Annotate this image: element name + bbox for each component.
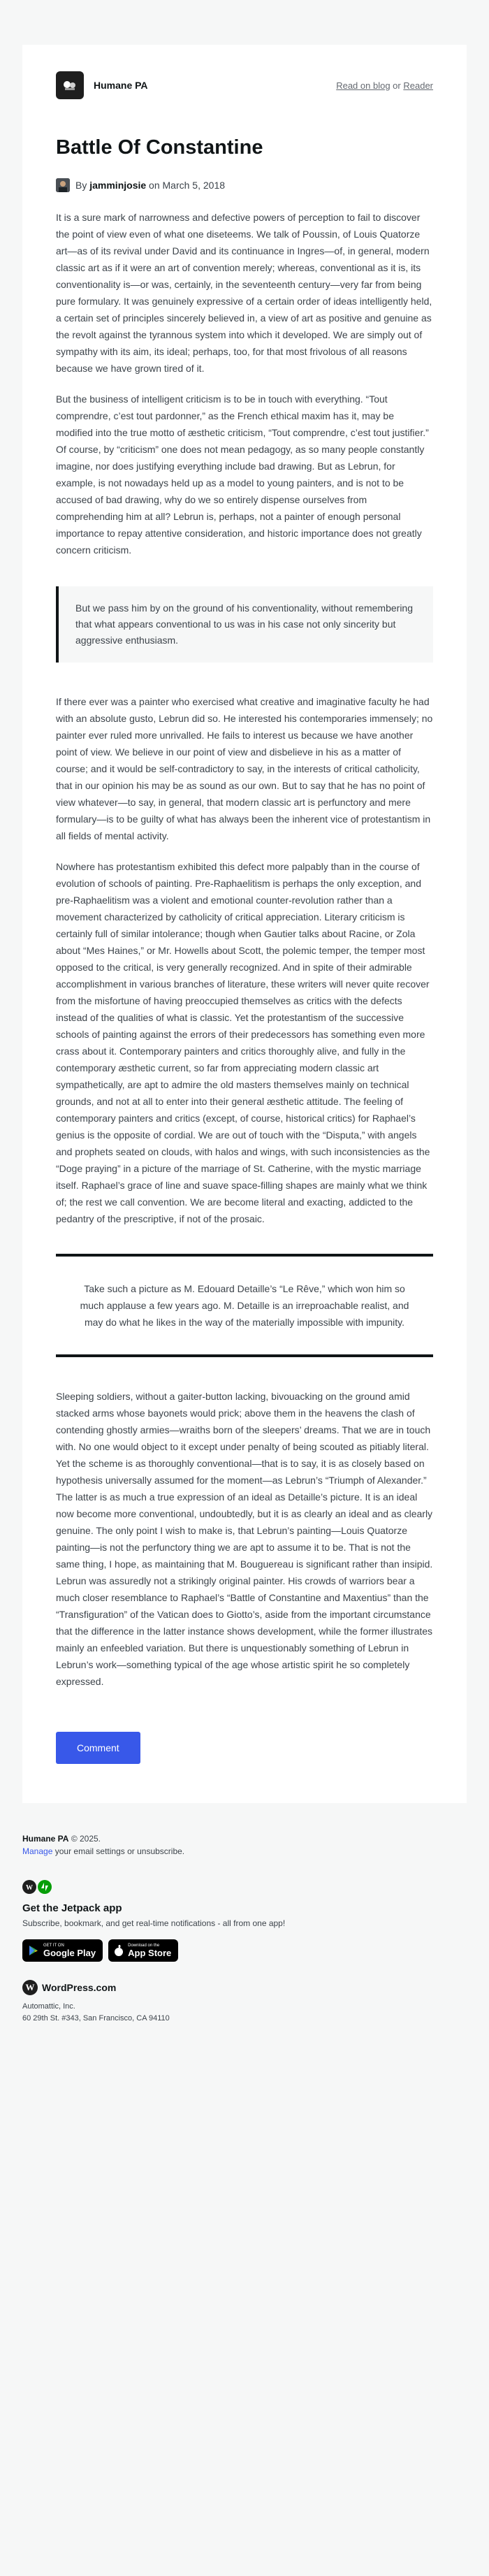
by-text: By: [75, 179, 87, 191]
or-text: or: [393, 80, 401, 91]
google-play-badge[interactable]: [22, 1939, 103, 1962]
byline: [56, 178, 433, 192]
paragraph: It is a sure mark of narrowness and defective powers of perception to fail to discover the point of view even of what one diseteems. We talk of Poussin, of Louis Quatorze art—as of its revival under David and its continuance in Ingres—of, in general, modern classic art as if it were an art of convention merely; whereas, conventional as it is, its conventionality is—or was, certainly, in the seventeenth century—very far from being pure formulary. It was genuinely expressive of a certain order of ideas intelligently held, a certain set of principles sincerely believed in, a view of art as positive and genuine as the revolt against the tyrannous system into which it developed. We are simply out of sympathy with its aim, its ideal; perhaps, too, for that most frivolous of all reasons because we have grown tired of it.: [56, 211, 432, 374]
author-avatar[interactable]: [56, 178, 70, 192]
manage-settings: [22, 1846, 467, 1856]
pullquote: Take such a picture as M. Edouard Detaille’s “Le Rêve,” which won him so much applause a few years ago. M. Detaille is an irreproachable realist, and may do what he likes in the way of the materially impossible with impunity.: [56, 1254, 433, 1357]
address-block: [22, 2001, 467, 2025]
header: [56, 70, 433, 101]
manage-text: your email settings or unsubscribe.: [54, 1846, 185, 1856]
footer-site-name: Humane PA: [22, 1833, 69, 1844]
jetpack-icon: [38, 1880, 52, 1894]
read-on-blog-link[interactable]: Read on blog: [336, 80, 391, 91]
app-store-badge[interactable]: [108, 1939, 178, 1962]
google-play-icon: [28, 1945, 39, 1956]
wordpress-logo-icon: W: [22, 1980, 38, 1995]
post-content: [56, 209, 433, 1690]
post-date: March 5, 2018: [162, 179, 226, 191]
app-store-big: App Store: [128, 1947, 172, 1958]
wordpress-name: WordPress.com: [42, 1981, 117, 1993]
comment-button[interactable]: Comment: [56, 1732, 140, 1764]
paragraph: Nowhere has protestantism exhibited this defect more palpably than in the course of evolution of schools of painting. Pre-Raphaelitism is perhaps the only exception, and pre-Raphaelitism was a violent and emotional counter-revolution rather than a movement characterized by catholicity of critical appreciation. Literary criticism is certainly full of similar intolerance; though when Gautier talks about Racine, or Zola about “Mes Haines,” or Mr. Howells about Scott, the polemic temper, the temper most opposed to the critical, is very generally recognized. And in spite of their admirable accomplishment in various branches of literature, these writers will never quite recover from the misfortune of having preoccupied themselves as critics with the defects instead of the qualities of what is classic. Yet the protestantism of the successive schools of painting against the errors of their predecessors has something even more crass about it. Contemporary painters and critics thoroughly alive, and fully in the contemporary æsthetic current, so far from appreciating modern classic art sympathetically, are apt to admire the old masters themselves mainly on technical grounds, and not at all to enter into their general æsthetic attitude. The feeling of contemporary painters and critics (except, of course, historical critics) for Raphael’s genius is the opposite of cordial. We are out of touch with the “Disputa,” with angels and prophets seated on clouds, with halos and wings, with such inconsistencies as the “Doge praying” in a picture of the marriage of St. Catherine, with the mystic marriage itself. Raphael’s grace of line and suave space-filling shapes are mainly what we think of; the rest we call convention. We are become literal and exacting, addicted to the pedantry of the prescriptive, if not of the prosaic.: [56, 860, 430, 1224]
brand[interactable]: [56, 71, 148, 99]
email-card: [22, 45, 467, 1803]
manage-link[interactable]: Manage: [22, 1846, 53, 1856]
app-store-small: Download on the: [128, 1943, 160, 1948]
on-text: on: [149, 179, 160, 191]
post-title[interactable]: Battle Of Constantine: [56, 136, 263, 159]
site-logo-icon: [56, 71, 84, 99]
copyright: [22, 1834, 467, 1844]
company-address: 60 29th St. #343, San Francisco, CA 94110: [22, 2013, 170, 2023]
paragraph: If there ever was a painter who exercised what creative and imaginative faculty he had with an absolute gusto, Lebrun did so. He interested his contemporaries immensely; no painter ever ruled more unrivalled. He fails to interest us because we have another point of view. We believe in our point of view and disbelieve in his as a matter of course; and it would be self-contradictory to say, in the interests of critical catholicity, that in our opinion his may be as sound as our own. But to say that he has no point of view whatever—to say, in general, that modern classic art is perfunctory and mere formulary—is to be guilty of what has always been the inherent vice of protestantism in all fields of mental activity.: [56, 695, 433, 841]
wordpress-icon: [22, 1880, 36, 1894]
author-name[interactable]: jamminjosie: [89, 179, 147, 191]
google-play-big: Google Play: [43, 1947, 96, 1958]
copyright-text: © 2025.: [71, 1833, 101, 1844]
company-name: Automattic, Inc.: [22, 2002, 75, 2011]
jetpack-icons: [22, 1880, 467, 1894]
wordpress-brand[interactable]: [22, 1980, 467, 1995]
paragraph: Sleeping soldiers, without a gaiter-button lacking, bivouacking on the ground amid stacked arms whose bayonets would prick; above them in the heavens the clash of contending ghostly armies—wraiths born of the sleepers’ dreams. That we are in touch with. No one would object to it except under penalty of being scouted as pitiably literal. Yet the scheme is as thoroughly conventional—that is to say, it is as closely based on hypothesis universally assumed for the moment—as Lebrun’s “Triumph of Alexander.” The latter is as much a true expression of an ideal as Detaille’s picture. It is an ideal now become more conventional, undoubtedly, but it is as clearly an ideal and as clearly genuine. The only point I wish to make is, that Lebrun’s painting—Louis Quatorze painting—is not the perfunctory thing we are apt to assume it to be. That is not the same thing, I hope, as maintaining that M. Bouguereau is significant rather than insipid. Lebrun was assuredly not a strikingly original painter. His crowds of warriors bear a much closer resemblance to Raphael’s “Battle of Constantine and Maxentius” than the “Transfiguration” of the Vatican does to Giotto’s, aside from the important circumstance that the difference in the latter instance shows development, while the former illustrates mainly an enfeebled variation. But there is unquestionably something of Lebrun in Lebrun’s work—something typical of the age whose artistic spirit he so completely expressed.: [56, 1390, 433, 1687]
reader-link[interactable]: Reader: [403, 80, 433, 91]
apple-icon: [114, 1945, 124, 1956]
paragraph: But the business of intelligent criticism is to be in touch with everything. “Tout comprendre, c’est tout pardonner,” as the French ethical maxim has it, may be modified into the true motto of æsthetic criticism, “Tout comprendre, c’est tout justifier.” Of course, by “criticism” one does not mean pedagogy, as so many people constantly imagine, nor does justifying everything include bad drawing. But as Lebrun, for example, is not nowadays held up as a model to young painters, and is not to be accused of bad drawing, why do we so entirely dispense ourselves from comprehending him at all? Lebrun is, perhaps, not a painter of enough personal importance to repay attentive consideration, and historic importance does not greatly concern criticism.: [56, 393, 429, 556]
footer: [22, 1803, 467, 2060]
jetpack-subtitle: Subscribe, bookmark, and get real-time notifications - all from one app!: [22, 1918, 286, 1928]
blockquote: But we pass him by on the ground of his conventionality, without remembering that what appears conventional to us was in his case not only sincerity but aggressive enthusiasm.: [56, 586, 433, 663]
store-badges: [22, 1939, 467, 1962]
site-name: Humane PA: [94, 80, 148, 91]
google-play-small: GET IT ON: [43, 1943, 64, 1948]
jetpack-title: Get the Jetpack app: [22, 1902, 122, 1914]
svg-text:W: W: [26, 1883, 33, 1891]
header-links: [336, 80, 433, 91]
